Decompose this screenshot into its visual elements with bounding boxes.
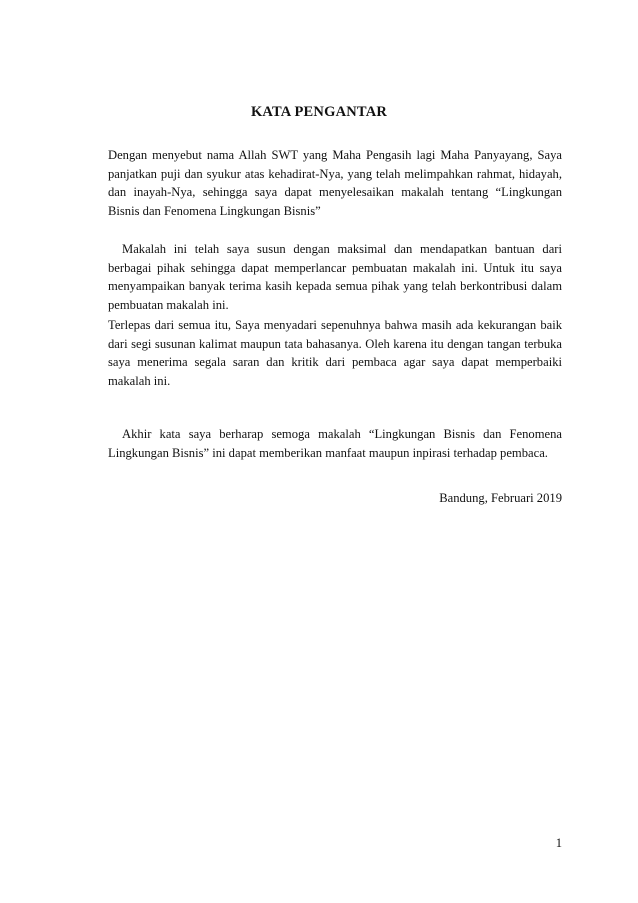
signoff-place-date: Bandung, Februari 2019: [439, 491, 562, 505]
paragraph-closing: Akhir kata saya berharap semoga makalah “Lingkungan Bisnis dan Fenomena Lingkungan Bisnis” ini dapat memberikan manfaat maupun inpirasi terhadap pembaca.: [108, 427, 562, 460]
paragraph-opening: Dengan menyebut nama Allah SWT yang Maha Pengasih lagi Maha Panyayang, Saya panjatkan puji dan syukur atas kehadirat-Nya, yang telah melimpahkan rahmat, hidayah, dan inayah-Nya, sehingga saya dapat menyelesaikan makalah tentang “Lingkungan Bisnis dan Fenomena Lingkungan Bisnis”: [108, 148, 562, 218]
page-number: 1: [555, 836, 562, 850]
paragraph-shortcomings: Terlepas dari semua itu, Saya menyadari sepenuhnya bahwa masih ada kekurangan baik dari segi susunan kalimat maupun tata bahasanya. Oleh karena itu dengan tangan terbuka saya menerima segala saran dan kritik dari pembaca agar saya dapat memperbaiki makalah ini.: [108, 318, 562, 388]
page-title: KATA PENGANTAR: [250, 104, 388, 120]
paragraph-acknowledgement: Makalah ini telah saya susun dengan maksimal dan mendapatkan bantuan dari berbagai pihak sehingga dapat memperlancar pembuatan makalah ini. Untuk itu saya menyampaikan banyak terima kasih kepada semua pihak yang telah berkontribusi dalam pembuatan makalah ini.: [108, 242, 562, 312]
